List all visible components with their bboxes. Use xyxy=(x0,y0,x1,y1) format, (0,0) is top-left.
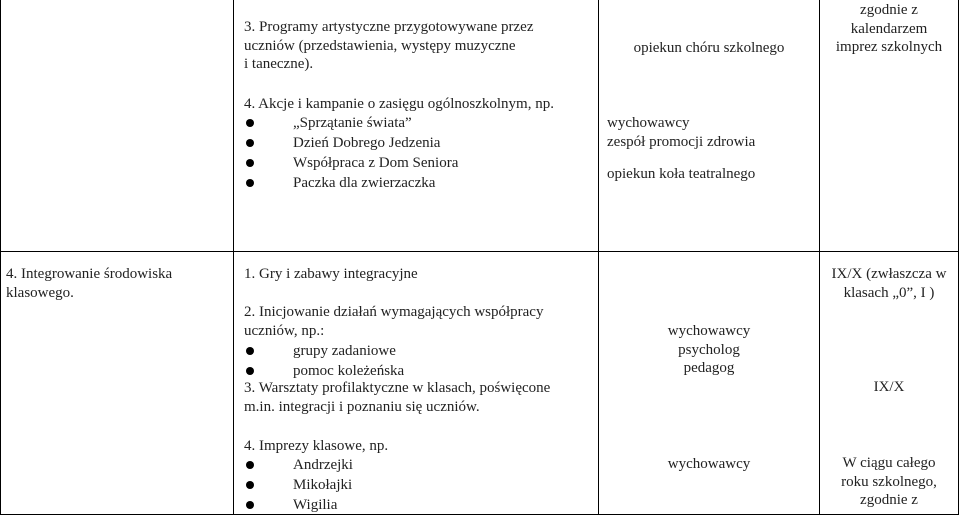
bullet-icon xyxy=(246,139,254,147)
table-border xyxy=(0,0,1,515)
bullet-icon xyxy=(246,159,254,167)
bullet-icon xyxy=(246,501,254,509)
bullet-icon xyxy=(246,367,254,375)
timing-programs: zgodnie z kalendarzem imprez szkolnych xyxy=(835,2,943,55)
table-border xyxy=(598,0,599,515)
responsible-campaigns: wychowawcy zespół promocji zdrowia opiekun koła teatralnego xyxy=(607,115,756,182)
timing-integration: IX/X (zwłaszcza w klasach „0”, I ) xyxy=(831,266,947,301)
list-item: „Sprzątanie świata” xyxy=(243,113,458,133)
integration-item-1: 1. Gry i zabawy integracyjne xyxy=(244,266,418,282)
bullet-icon xyxy=(246,481,254,489)
bullet-icon xyxy=(246,119,254,127)
task-programs: 3. Programy artystyczne przygotowywane przez uczniów (przedstawienia, występy muzyczne i taneczne). xyxy=(244,19,534,72)
list-item: Dzień Dobrego Jedzenia xyxy=(243,133,458,153)
list-item: Paczka dla zwierzaczka xyxy=(243,173,458,193)
integration-item-2-list xyxy=(243,341,404,381)
task-integration: 4. Integrowanie środowiska klasowego. xyxy=(6,266,173,301)
integration-item-4: 4. Imprezy klasowe, np. xyxy=(244,438,389,454)
timing-integration-2: IX/X xyxy=(873,379,905,395)
list-item: Andrzejki xyxy=(243,455,353,475)
bullet-icon xyxy=(246,179,254,187)
responsible-item-4: wychowawcy xyxy=(667,456,751,472)
task-campaigns-heading: 4. Akcje i kampanie o zasięgu ogólnoszkolnym, np. xyxy=(244,96,554,112)
responsible-programs: opiekun chóru szkolnego xyxy=(633,40,785,56)
integration-item-4-list xyxy=(243,455,353,515)
table-border xyxy=(958,0,959,515)
table-border xyxy=(819,0,820,515)
list-item: Mikołajki xyxy=(243,475,353,495)
list-item: pomoc koleżeńska xyxy=(243,361,404,381)
bullet-icon xyxy=(246,461,254,469)
bullet-icon xyxy=(246,347,254,355)
integration-item-3: 3. Warsztaty profilaktyczne w klasach, poświęcone m.in. integracji i poznaniu się uczniów. xyxy=(244,380,551,415)
table-border xyxy=(233,0,234,515)
list-item: grupy zadaniowe xyxy=(243,341,404,361)
timing-item-4: W ciągu całego roku szkolnego, zgodnie z xyxy=(841,455,937,508)
campaign-list xyxy=(243,113,458,193)
table-border xyxy=(0,251,959,252)
integration-item-2: 2. Inicjowanie działań wymagających współpracy uczniów, np.: xyxy=(244,304,544,339)
responsible-integration: wychowawcy psycholog pedagog xyxy=(667,323,751,376)
list-item: Współpraca z Dom Seniora xyxy=(243,153,458,173)
list-item: Wigilia xyxy=(243,495,353,515)
